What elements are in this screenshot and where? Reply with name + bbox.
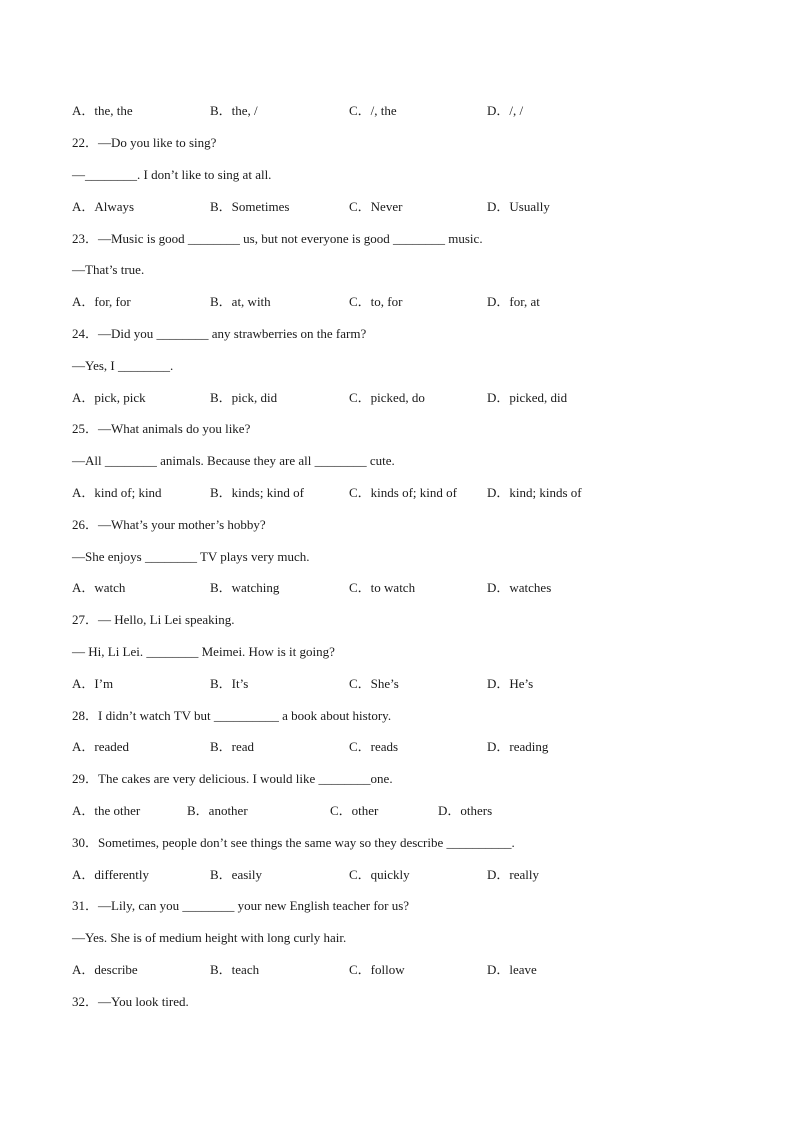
q23-stem: 23．—Music is good ________ us, but not everyone is good ________ music. — [72, 231, 483, 246]
q28-option-b: B．read — [210, 739, 255, 754]
q28-option-a: A．readed — [72, 739, 130, 754]
q30-stem: 30．Sometimes, people don’t see things the same way so they describe __________. — [72, 835, 515, 850]
q29-option-d: D．others — [438, 803, 493, 818]
q27-stem: 27．— Hello, Li Lei speaking. — [72, 612, 235, 627]
q21-option-c: C．/, the — [349, 103, 397, 118]
q27-option-a: A．I’m — [72, 676, 114, 691]
q26-stem: 26．—What’s your mother’s hobby? — [72, 517, 266, 532]
q31-option-c: C．follow — [349, 962, 405, 977]
q27-option-c: C．She’s — [349, 676, 399, 691]
q22-option-b: B．Sometimes — [210, 199, 290, 214]
q30-option-a: A．differently — [72, 867, 150, 882]
q28-option-d: D．reading — [487, 739, 549, 754]
q24-stem: 24．—Did you ________ any strawberries on the farm? — [72, 326, 367, 341]
q24-option-a: A．pick, pick — [72, 390, 146, 405]
q23-option-b: B．at, with — [210, 294, 271, 309]
q27-option-d: D．He’s — [487, 676, 534, 691]
q26-reply: —She enjoys ________ TV plays very much. — [72, 549, 310, 564]
q24-reply: —Yes, I ________. — [72, 358, 174, 373]
q30-option-b: B．easily — [210, 867, 262, 882]
q23-option-c: C．to, for — [349, 294, 403, 309]
q25-option-b: B．kinds; kind of — [210, 485, 304, 500]
q24-option-b: B．pick, did — [210, 390, 278, 405]
q29-option-a: A．the other — [72, 803, 141, 818]
q26-option-a: A．watch — [72, 580, 126, 595]
q29-stem: 29．The cakes are very delicious. I would like ________one. — [72, 771, 393, 786]
q23-option-d: D．for, at — [487, 294, 540, 309]
q24-option-d: D．picked, did — [487, 390, 568, 405]
q24-option-c: C．picked, do — [349, 390, 425, 405]
q22-stem: 22．—Do you like to sing? — [72, 135, 217, 150]
q28-option-c: C．reads — [349, 739, 399, 754]
q25-option-a: A．kind of; kind — [72, 485, 162, 500]
q31-option-b: B．teach — [210, 962, 260, 977]
q28-stem: 28．I didn’t watch TV but __________ a book about history. — [72, 708, 392, 723]
q32-stem: 32．—You look tired. — [72, 994, 189, 1009]
q25-reply: —All ________ animals. Because they are all ________ cute. — [72, 453, 395, 468]
q23-option-a: A．for, for — [72, 294, 131, 309]
q22-option-a: A．Always — [72, 199, 135, 214]
q25-option-c: C．kinds of; kind of — [349, 485, 457, 500]
q29-option-c: C．other — [330, 803, 379, 818]
q31-option-a: A．describe — [72, 962, 138, 977]
q30-option-c: C．quickly — [349, 867, 410, 882]
q21-option-d: D．/, / — [487, 103, 524, 118]
q27-option-b: B．It’s — [210, 676, 249, 691]
q26-option-b: B．watching — [210, 580, 280, 595]
q27-reply: — Hi, Li Lei. ________ Meimei. How is it going? — [72, 644, 335, 659]
q31-stem: 31．—Lily, can you ________ your new English teacher for us? — [72, 898, 410, 913]
q25-option-d: D．kind; kinds of — [487, 485, 582, 500]
q23-reply: —That’s true. — [72, 262, 145, 277]
q22-option-c: C．Never — [349, 199, 403, 214]
q30-option-d: D．really — [487, 867, 539, 882]
q25-stem: 25．—What animals do you like? — [72, 421, 251, 436]
q22-reply: —________. I don’t like to sing at all. — [72, 167, 272, 182]
q26-option-c: C．to watch — [349, 580, 416, 595]
q31-reply: —Yes. She is of medium height with long curly hair. — [72, 930, 347, 945]
q22-option-d: D．Usually — [487, 199, 550, 214]
q21-option-a: A．the, the — [72, 103, 133, 118]
q29-option-b: B．another — [187, 803, 248, 818]
q21-option-b: B．the, / — [210, 103, 258, 118]
q31-option-d: D．leave — [487, 962, 537, 977]
q26-option-d: D．watches — [487, 580, 552, 595]
